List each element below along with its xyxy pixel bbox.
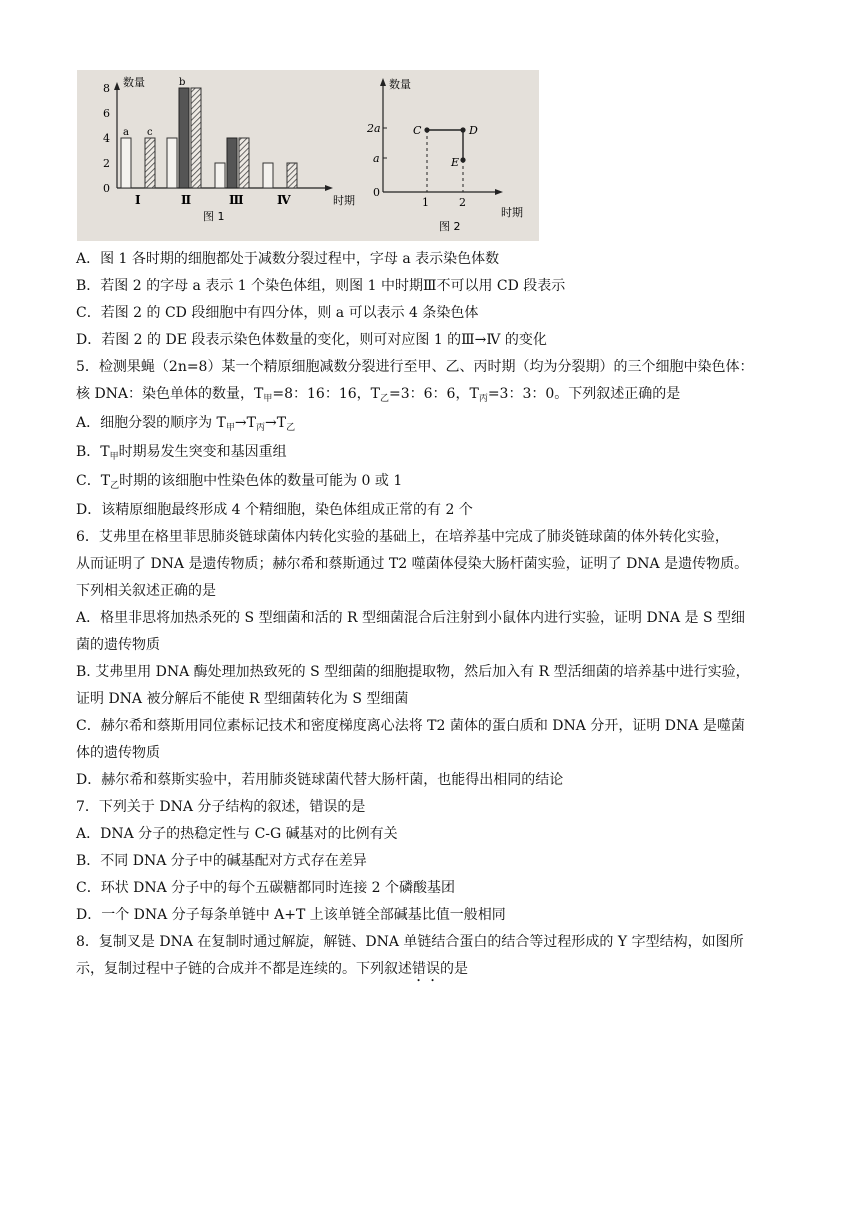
option-6a-cont: 菌的遗传物质 xyxy=(76,637,160,653)
emphasis-mark: 错误 xyxy=(412,961,440,977)
fig1-ytick-label: 0 xyxy=(103,182,110,195)
fig2-point-e xyxy=(460,157,465,162)
fig1-bar-c xyxy=(239,138,249,188)
option-text: 时期的该细胞中性染色体的数量可能为 0 或 1 xyxy=(119,473,403,489)
fig1-ytick-label: 4 xyxy=(103,132,110,145)
option-text: →T xyxy=(265,415,287,431)
q5-text: =3：3：0。下列叙述正确的是 xyxy=(487,386,681,402)
fig1-group-label: Ⅳ xyxy=(277,193,291,207)
fig1-bar-c xyxy=(145,138,155,188)
fig2-y-arrow-icon xyxy=(380,78,386,86)
fig1-y-ticks xyxy=(103,82,110,195)
fig1-bar-a xyxy=(121,138,131,188)
fig2-label-d: D xyxy=(469,124,478,137)
fig1-y-arrow-icon xyxy=(114,82,120,90)
fig2-ytick-0: 0 xyxy=(373,186,380,199)
option-5c xyxy=(76,468,788,497)
option-6c-cont: 体的遗传物质 xyxy=(76,745,160,761)
q8-text: 的是 xyxy=(440,961,468,977)
option-5d: D．该精原细胞最终形成 4 个精细胞，染色体组成正常的有 2 个 xyxy=(76,502,473,518)
fig1-x-arrow-icon xyxy=(325,185,333,191)
fig2-xtick-2: 2 xyxy=(459,196,466,209)
subscript: 甲 xyxy=(263,394,273,404)
fig1-bar-a xyxy=(167,138,177,188)
fig1-ytick-label: 2 xyxy=(103,157,110,170)
subscript: 丙 xyxy=(478,394,488,404)
fig2 xyxy=(366,77,523,233)
option-text: →T xyxy=(234,415,256,431)
fig2-point-c xyxy=(424,127,429,132)
option-text: C．T xyxy=(76,473,111,489)
subscript: 丙 xyxy=(256,423,266,433)
fig1-series-label-a: a xyxy=(123,127,129,138)
fig1-series-label-b: b xyxy=(179,77,186,88)
option-text: 时期易发生突变和基因重组 xyxy=(118,444,287,460)
question-6-stem: 6．艾弗里在格里菲思肺炎链球菌体内转化实验的基础上，在培养基中完成了肺炎链球菌的体外转化实验， xyxy=(76,529,729,545)
option-text: B．T xyxy=(76,444,110,460)
option-7b: B．不同 DNA 分子中的碱基配对方式存在差异 xyxy=(76,853,367,869)
fig1-ylabel: 数量 xyxy=(123,76,145,89)
option-6a: A．格里非思将加热杀死的 S 型细菌和活的 R 型细菌混合后注射到小鼠体内进行实验，证明 DNA 是 S 型细 xyxy=(76,610,746,626)
question-6-stem-line3: 下列相关叙述正确的是 xyxy=(76,583,216,599)
subscript: 甲 xyxy=(225,423,235,433)
fig1-ytick-label: 6 xyxy=(103,107,110,120)
fig1-group-label: Ⅲ xyxy=(229,193,244,207)
fig1-group-label: Ⅱ xyxy=(181,193,192,207)
fig2-x-arrow-icon xyxy=(495,189,503,195)
question-5-stem: 5．检测果蝇（2n=8）某一个精原细胞减数分裂进行至甲、乙、丙时期（均为分裂期）的三个细胞中染色体： xyxy=(76,359,754,375)
option-4b: B．若图 2 的字母 a 表示 1 个染色体组，则图 1 中时期Ⅲ不可以用 CD 段表示 xyxy=(76,278,566,294)
question-8-stem-line2 xyxy=(76,956,788,985)
subscript: 乙 xyxy=(286,423,296,433)
fig2-ylabel: 数量 xyxy=(389,78,411,91)
question-5-stem-line2 xyxy=(76,381,788,410)
fig1-caption: 图 1 xyxy=(203,210,225,223)
option-4d: D．若图 2 的 DE 段表示染色体数量的变化，则可对应图 1 的Ⅲ→Ⅳ 的变化 xyxy=(76,332,547,348)
question-8-stem: 8．复制叉是 DNA 在复制时通过解旋，解链、DNA 单链结合蛋白的结合等过程形成的 Y 字型结构，如图所 xyxy=(76,934,744,950)
fig1-group-label: Ⅰ xyxy=(135,193,141,207)
fig1-series-label-c: c xyxy=(147,127,153,138)
fig1-bar-b xyxy=(227,138,237,188)
fig2-label-c: C xyxy=(413,124,422,137)
option-4c: C．若图 2 的 CD 段细胞中有四分体，则 a 可以表示 4 条染色体 xyxy=(76,305,479,321)
option-6b-cont: 证明 DNA 被分解后不能使 R 型细菌转化为 S 型细菌 xyxy=(76,691,409,707)
fig2-ytick-a: a xyxy=(373,152,380,165)
fig1 xyxy=(103,75,355,223)
question-7-stem: 7．下列关于 DNA 分子结构的叙述，错误的是 xyxy=(76,799,366,815)
fig2-xtick-1: 1 xyxy=(422,196,429,209)
option-7a: A．DNA 分子的热稳定性与 C-G 碱基对的比例有关 xyxy=(76,826,398,842)
q5-text: 核 DNA：染色单体的数量，T xyxy=(76,386,264,402)
fig2-ytick-2a: 2a xyxy=(367,122,381,135)
option-4a: A．图 1 各时期的细胞都处于减数分裂过程中，字母 a 表示染色体数 xyxy=(76,251,500,267)
fig1-bar-b xyxy=(179,88,189,188)
fig1-bar-c xyxy=(287,163,297,188)
option-5a xyxy=(76,410,788,439)
subscript: 乙 xyxy=(380,394,390,404)
subscript: 乙 xyxy=(110,481,120,491)
fig2-xlabel: 时期 xyxy=(501,206,523,219)
fig2-caption: 图 2 xyxy=(439,220,461,233)
figure-svg xyxy=(77,70,539,241)
option-7d: D．一个 DNA 分子每条单链中 A+T 上该单链全部碱基比值一般相同 xyxy=(76,907,506,923)
option-6b: B. 艾弗里用 DNA 酶处理加热致死的 S 型细菌的细胞提取物，然后加入有 R 型活细菌的培养基中进行实验， xyxy=(76,664,750,680)
option-5b xyxy=(76,439,788,468)
q8-text: 示，复制过程中子链的合成并不都是连续的。下列叙述 xyxy=(76,961,412,977)
fig1-bar-c xyxy=(191,88,201,188)
figure-photo xyxy=(77,70,539,241)
fig2-label-e: E xyxy=(451,156,460,169)
fig2-point-d xyxy=(460,127,465,132)
fig1-bar-a xyxy=(263,163,273,188)
option-6c: C．赫尔希和蔡斯用同位素标记技术和密度梯度离心法将 T2 菌体的蛋白质和 DNA 分开，证明 DNA 是噬菌 xyxy=(76,718,745,734)
question-text xyxy=(76,246,788,985)
fig1-bar-a xyxy=(215,163,225,188)
option-6d: D．赫尔希和蔡斯实验中，若用肺炎链球菌代替大肠杆菌，也能得出相同的结论 xyxy=(76,772,564,788)
fig1-xlabel: 时期 xyxy=(333,194,355,207)
q5-text: =3：6：6，T xyxy=(389,386,479,402)
subscript: 甲 xyxy=(109,452,119,462)
fig1-group-labels xyxy=(135,193,291,207)
option-text: A．细胞分裂的顺序为 T xyxy=(76,415,226,431)
fig1-ytick-label: 8 xyxy=(103,82,110,95)
q5-text: =8：16：16，T xyxy=(272,386,380,402)
question-6-stem-line2: 从而证明了 DNA 是遗传物质；赫尔希和蔡斯通过 T2 噬菌体侵染大肠杆菌实验，证明了 DNA 是遗传物质。 xyxy=(76,556,749,572)
option-7c: C．环状 DNA 分子中的每个五碳糖都同时连接 2 个磷酸基团 xyxy=(76,880,456,896)
fig1-bars xyxy=(121,77,297,188)
